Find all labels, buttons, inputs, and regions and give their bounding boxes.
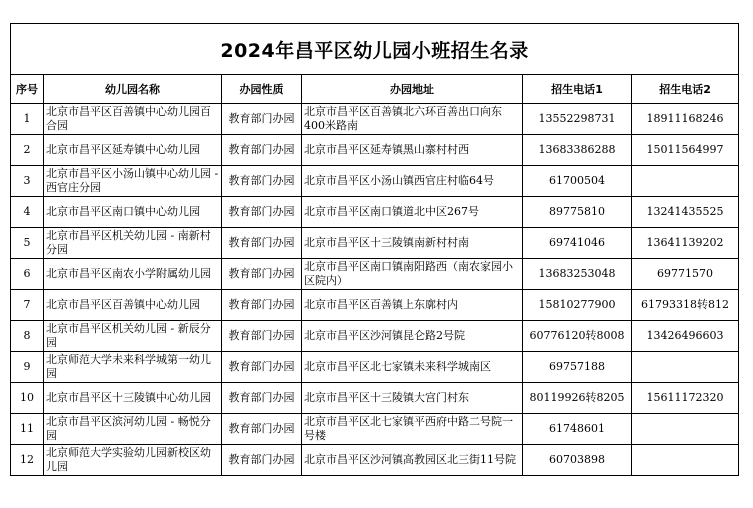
row-number-cell: [11, 414, 44, 445]
table-row: [11, 197, 739, 228]
column-header-type: 办园性质: [222, 75, 302, 104]
table-row: [11, 228, 739, 259]
table-row: [11, 166, 739, 197]
phone-1: 13552298731: [538, 112, 616, 125]
row-number: 5: [23, 236, 31, 249]
school-address: 北京市昌平区北七家镇未来科学城南区: [304, 360, 491, 373]
school-type: 教育部门办园: [228, 174, 295, 187]
school-address-cell: [302, 352, 523, 383]
row-number: 6: [23, 267, 31, 280]
row-number: 2: [23, 143, 31, 156]
school-type: 教育部门办园: [228, 360, 295, 373]
school-address: 北京市昌平区沙河镇高教园区北三街11号院: [304, 453, 516, 466]
phone-1: 69741046: [549, 236, 605, 249]
phone-2: 13426496603: [646, 329, 724, 342]
table-body: [11, 104, 739, 476]
school-type: 教育部门办园: [228, 267, 295, 280]
row-number-cell: [11, 228, 44, 259]
school-type: 教育部门办园: [228, 391, 295, 404]
phone-1-cell: [523, 135, 632, 166]
phone-2: 13241435525: [646, 205, 724, 218]
phone-1-cell: [523, 228, 632, 259]
school-address: 北京市昌平区南口镇道北中区267号: [304, 205, 479, 218]
school-address: 北京市昌平区延寿镇黑山寨村村西: [304, 143, 469, 156]
enrollment-list-document: [10, 23, 738, 476]
kindergarten-name: 北京市昌平区南农小学附属幼儿园: [46, 267, 211, 280]
school-address-cell: [302, 445, 523, 476]
row-number-cell: [11, 352, 44, 383]
school-type: 教育部门办园: [228, 205, 295, 218]
phone-1-cell: [523, 290, 632, 321]
row-number-cell: [11, 135, 44, 166]
kindergarten-name-cell: [44, 228, 222, 259]
kindergarten-name: 北京市昌平区十三陵镇中心幼儿园: [46, 391, 211, 404]
phone-2-cell: [632, 290, 739, 321]
kindergarten-name-cell: [44, 383, 222, 414]
row-number-cell: [11, 166, 44, 197]
school-address: 北京市昌平区北七家镇平西府中路二号院一号楼: [304, 415, 513, 442]
school-type: 教育部门办园: [228, 422, 295, 435]
phone-2-cell: [632, 445, 739, 476]
row-number: 8: [23, 329, 31, 342]
school-type-cell: [222, 197, 302, 228]
school-address-cell: [302, 197, 523, 228]
phone-2-cell: [632, 259, 739, 290]
column-header-phone1: 招生电话1: [523, 75, 632, 104]
school-address-cell: [302, 259, 523, 290]
school-type-cell: [222, 228, 302, 259]
kindergarten-name: 北京师范大学实验幼儿园新校区幼儿园: [46, 446, 211, 473]
school-address: 北京市昌平区十三陵镇南新村村南: [304, 236, 469, 249]
school-address: 北京市昌平区百善镇上东廓村内: [304, 298, 458, 311]
row-number: 1: [23, 112, 31, 125]
phone-1: 89775810: [549, 205, 605, 218]
phone-1-cell: [523, 445, 632, 476]
school-address-cell: [302, 228, 523, 259]
row-number-cell: [11, 197, 44, 228]
phone-1: 13683386288: [538, 143, 616, 156]
school-type-cell: [222, 445, 302, 476]
phone-1-cell: [523, 414, 632, 445]
phone-1: 60776120转8008: [529, 329, 625, 342]
school-type-cell: [222, 135, 302, 166]
kindergarten-name: 北京市昌平区延寿镇中心幼儿园: [46, 143, 200, 156]
school-type-cell: [222, 414, 302, 445]
kindergarten-name-cell: [44, 197, 222, 228]
phone-1-cell: [523, 104, 632, 135]
school-address: 北京市昌平区百善镇北六环百善出口向东400米路南: [304, 105, 502, 132]
kindergarten-name-cell: [44, 321, 222, 352]
phone-2-cell: [632, 197, 739, 228]
phone-1-cell: [523, 321, 632, 352]
kindergarten-name-cell: [44, 445, 222, 476]
phone-2-cell: [632, 228, 739, 259]
phone-1: 60703898: [549, 453, 605, 466]
phone-1: 69757188: [549, 360, 605, 373]
phone-2: 15611172320: [646, 391, 724, 404]
phone-1-cell: [523, 383, 632, 414]
kindergarten-name-cell: [44, 104, 222, 135]
phone-2-cell: [632, 104, 739, 135]
school-type: 教育部门办园: [228, 236, 295, 249]
kindergarten-name: 北京市昌平区机关幼儿园 - 南新村分园: [46, 229, 211, 256]
row-number: 4: [23, 205, 31, 218]
school-type: 教育部门办园: [228, 143, 295, 156]
phone-1-cell: [523, 197, 632, 228]
phone-2: 69771570: [657, 267, 714, 280]
school-type-cell: [222, 290, 302, 321]
row-number-cell: [11, 290, 44, 321]
phone-1-cell: [523, 259, 632, 290]
phone-2-cell: [632, 414, 739, 445]
school-address-cell: [302, 321, 523, 352]
school-type-cell: [222, 166, 302, 197]
school-address-cell: [302, 135, 523, 166]
table-row: [11, 259, 739, 290]
phone-2: 15011564997: [646, 143, 724, 156]
kindergarten-name-cell: [44, 135, 222, 166]
kindergarten-name: 北京市昌平区滨河幼儿园 - 畅悦分园: [46, 415, 211, 442]
column-header-number: 序号: [11, 75, 44, 104]
phone-2-cell: [632, 321, 739, 352]
phone-1-cell: [523, 352, 632, 383]
school-type: 教育部门办园: [228, 453, 295, 466]
row-number: 7: [23, 298, 31, 311]
row-number-cell: [11, 445, 44, 476]
school-address-cell: [302, 414, 523, 445]
school-address: 北京市昌平区南口镇南阳路西（南农家园小区院内）: [304, 260, 513, 287]
row-number: 11: [20, 422, 34, 435]
school-type: 教育部门办园: [228, 298, 295, 311]
table-row: [11, 104, 739, 135]
row-number: 3: [23, 174, 31, 187]
school-address-cell: [302, 166, 523, 197]
row-number-cell: [11, 321, 44, 352]
phone-2: 13641139202: [646, 236, 724, 249]
row-number: 9: [23, 360, 31, 373]
phone-2-cell: [632, 135, 739, 166]
row-number: 12: [20, 453, 34, 466]
school-address: 北京市昌平区十三陵镇大宫门村东: [304, 391, 469, 404]
kindergarten-name: 北京市昌平区百善镇中心幼儿园百合园: [46, 105, 211, 132]
phone-1: 13683253048: [538, 267, 616, 280]
phone-1: 61748601: [549, 422, 605, 435]
table-row: [11, 352, 739, 383]
kindergarten-name: 北京市昌平区南口镇中心幼儿园: [46, 205, 200, 218]
table-row: [11, 321, 739, 352]
phone-2-cell: [632, 383, 739, 414]
table-row: [11, 445, 739, 476]
table-row: [11, 290, 739, 321]
school-address-cell: [302, 104, 523, 135]
kindergarten-name: 北京市昌平区百善镇中心幼儿园: [46, 298, 200, 311]
phone-2: 18911168246: [646, 112, 724, 125]
school-type-cell: [222, 259, 302, 290]
school-address: 北京市昌平区小汤山镇西官庄村临64号: [304, 174, 494, 187]
kindergarten-name: 北京师范大学未来科学城第一幼儿园: [46, 353, 211, 380]
school-address-cell: [302, 290, 523, 321]
phone-2-cell: [632, 166, 739, 197]
school-type-cell: [222, 352, 302, 383]
kindergarten-name-cell: [44, 414, 222, 445]
kindergarten-name-cell: [44, 290, 222, 321]
column-header-name: 幼儿园名称: [44, 75, 222, 104]
table-row: [11, 383, 739, 414]
kindergarten-name-cell: [44, 166, 222, 197]
phone-1-cell: [523, 166, 632, 197]
kindergarten-name: 北京市昌平区机关幼儿园 - 新辰分园: [46, 322, 211, 349]
phone-1: 61700504: [549, 174, 605, 187]
row-number-cell: [11, 104, 44, 135]
phone-1: 80119926转8205: [529, 391, 625, 404]
row-number-cell: [11, 383, 44, 414]
kindergarten-name-cell: [44, 352, 222, 383]
table-header-row: [11, 75, 739, 104]
kindergarten-name: 北京市昌平区小汤山镇中心幼儿园 - 西官庄分园: [46, 167, 219, 194]
table-row: [11, 135, 739, 166]
page-title: 2024年昌平区幼儿园小班招生名录: [11, 24, 739, 75]
school-address: 北京市昌平区沙河镇昆仑路2号院: [304, 329, 465, 342]
school-type: 教育部门办园: [228, 112, 295, 125]
enrollment-table: [10, 23, 739, 476]
school-address-cell: [302, 383, 523, 414]
school-type-cell: [222, 321, 302, 352]
row-number-cell: [11, 259, 44, 290]
phone-2-cell: [632, 352, 739, 383]
column-header-address: 办园地址: [302, 75, 523, 104]
column-header-phone2: 招生电话2: [632, 75, 739, 104]
row-number: 10: [20, 391, 34, 404]
table-row: [11, 414, 739, 445]
phone-2: 61793318转812: [641, 298, 730, 311]
school-type-cell: [222, 383, 302, 414]
school-type: 教育部门办园: [228, 329, 295, 342]
kindergarten-name-cell: [44, 259, 222, 290]
phone-1: 15810277900: [538, 298, 616, 311]
school-type-cell: [222, 104, 302, 135]
